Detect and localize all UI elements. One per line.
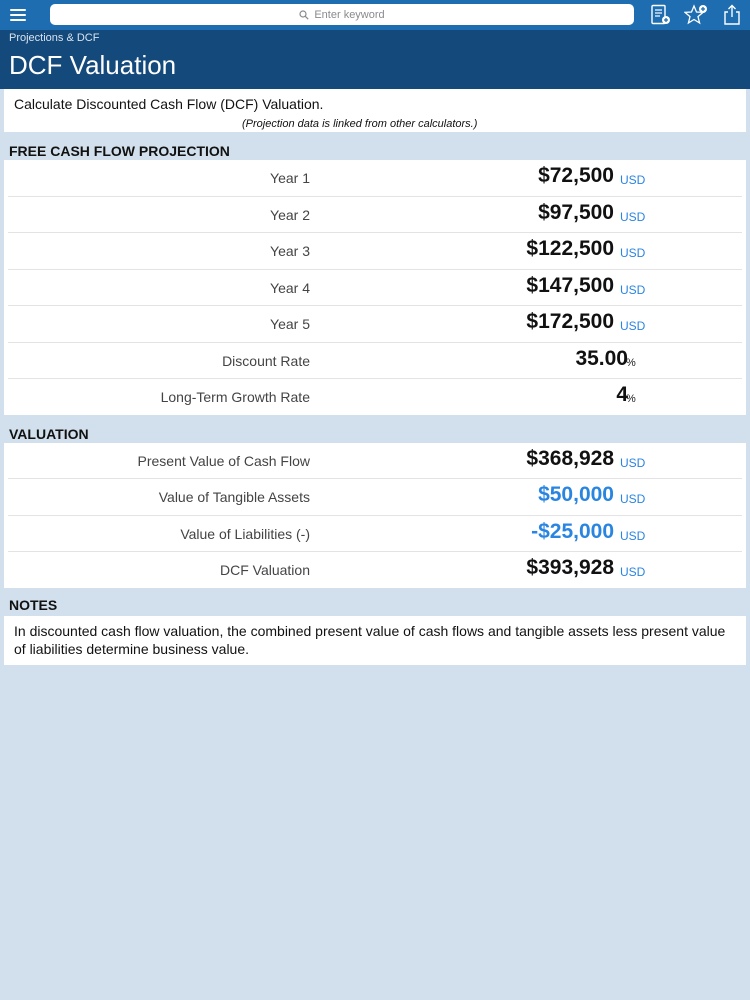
- row-label: Year 2: [270, 206, 310, 223]
- year-5-value[interactable]: $172,500: [526, 310, 614, 333]
- receipt-add-icon[interactable]: [642, 0, 678, 30]
- percent-unit: %: [626, 393, 636, 405]
- present-value-value: $368,928: [526, 446, 614, 470]
- row-label: Year 3: [270, 243, 310, 259]
- hamburger-menu-icon[interactable]: [8, 4, 30, 26]
- row-label: Year 4: [270, 279, 310, 296]
- valuation-heading: VALUATION: [9, 425, 89, 442]
- intro-note: (Projection data is linked from other calculators.): [242, 118, 478, 130]
- star-add-icon[interactable]: [678, 0, 714, 30]
- intro-text: Calculate Discounted Cash Flow (DCF) Valuation.: [14, 96, 324, 112]
- year-1-value[interactable]: $72,500: [538, 164, 614, 187]
- intro-card: [4, 89, 746, 132]
- percent-unit: %: [626, 356, 636, 369]
- growth-rate-row[interactable]: [8, 379, 742, 415]
- share-icon[interactable]: [714, 0, 750, 30]
- currency-unit: USD: [620, 209, 646, 224]
- year-2-value[interactable]: $97,500: [538, 200, 614, 224]
- search-placeholder: Enter keyword: [314, 8, 385, 21]
- tangible-assets-input[interactable]: $50,000: [538, 483, 614, 506]
- year-5-row[interactable]: [8, 306, 742, 343]
- currency-unit: USD: [620, 282, 646, 297]
- page-header: [0, 30, 750, 89]
- row-label: Year 1: [270, 170, 310, 186]
- row-label: Value of Liabilities (-): [180, 525, 310, 542]
- currency-unit: USD: [620, 455, 646, 470]
- valuation-card: [4, 443, 746, 588]
- dcf-valuation-row: [8, 552, 742, 588]
- year-4-value[interactable]: $147,500: [526, 273, 614, 297]
- row-label: DCF Valuation: [219, 562, 310, 578]
- top-bar: [0, 0, 750, 30]
- present-value-row: [8, 443, 742, 480]
- dcf-valuation-value: $393,928: [526, 556, 614, 579]
- currency-unit: USD: [620, 246, 646, 260]
- breadcrumb[interactable]: Projections & DCF: [9, 32, 100, 44]
- row-label: Discount Rate: [222, 352, 310, 369]
- year-1-row[interactable]: [8, 160, 742, 197]
- row-label: Value of Tangible Assets: [158, 489, 310, 505]
- row-label: Year 5: [270, 316, 310, 332]
- search-icon: [299, 10, 309, 20]
- currency-unit: USD: [620, 319, 646, 333]
- notes-text: In discounted cash flow valuation, the combined present value of cash flows and tangible assets less present value of liabilities determine business value.: [4, 616, 746, 665]
- year-3-row[interactable]: [8, 233, 742, 270]
- projection-card: [4, 160, 746, 415]
- currency-unit: USD: [620, 565, 646, 579]
- growth-rate-value[interactable]: 4: [616, 383, 628, 406]
- year-3-value[interactable]: $122,500: [526, 237, 614, 260]
- row-label: Long-Term Growth Rate: [160, 389, 310, 405]
- discount-rate-row[interactable]: [8, 343, 742, 380]
- page-title: DCF Valuation: [9, 50, 177, 80]
- discount-rate-value[interactable]: 35.00: [575, 346, 628, 370]
- currency-unit: USD: [620, 492, 646, 506]
- projection-heading: FREE CASH FLOW PROJECTION: [9, 143, 230, 159]
- currency-unit: USD: [620, 173, 646, 187]
- liabilities-row[interactable]: [8, 516, 742, 553]
- row-label: Present Value of Cash Flow: [137, 452, 310, 469]
- search-input[interactable]: [50, 4, 634, 25]
- year-2-row[interactable]: [8, 197, 742, 234]
- notes-heading: NOTES: [9, 596, 58, 613]
- tangible-assets-row[interactable]: [8, 479, 742, 516]
- year-4-row[interactable]: [8, 270, 742, 307]
- currency-unit: USD: [620, 528, 646, 543]
- liabilities-input[interactable]: -$25,000: [531, 519, 614, 543]
